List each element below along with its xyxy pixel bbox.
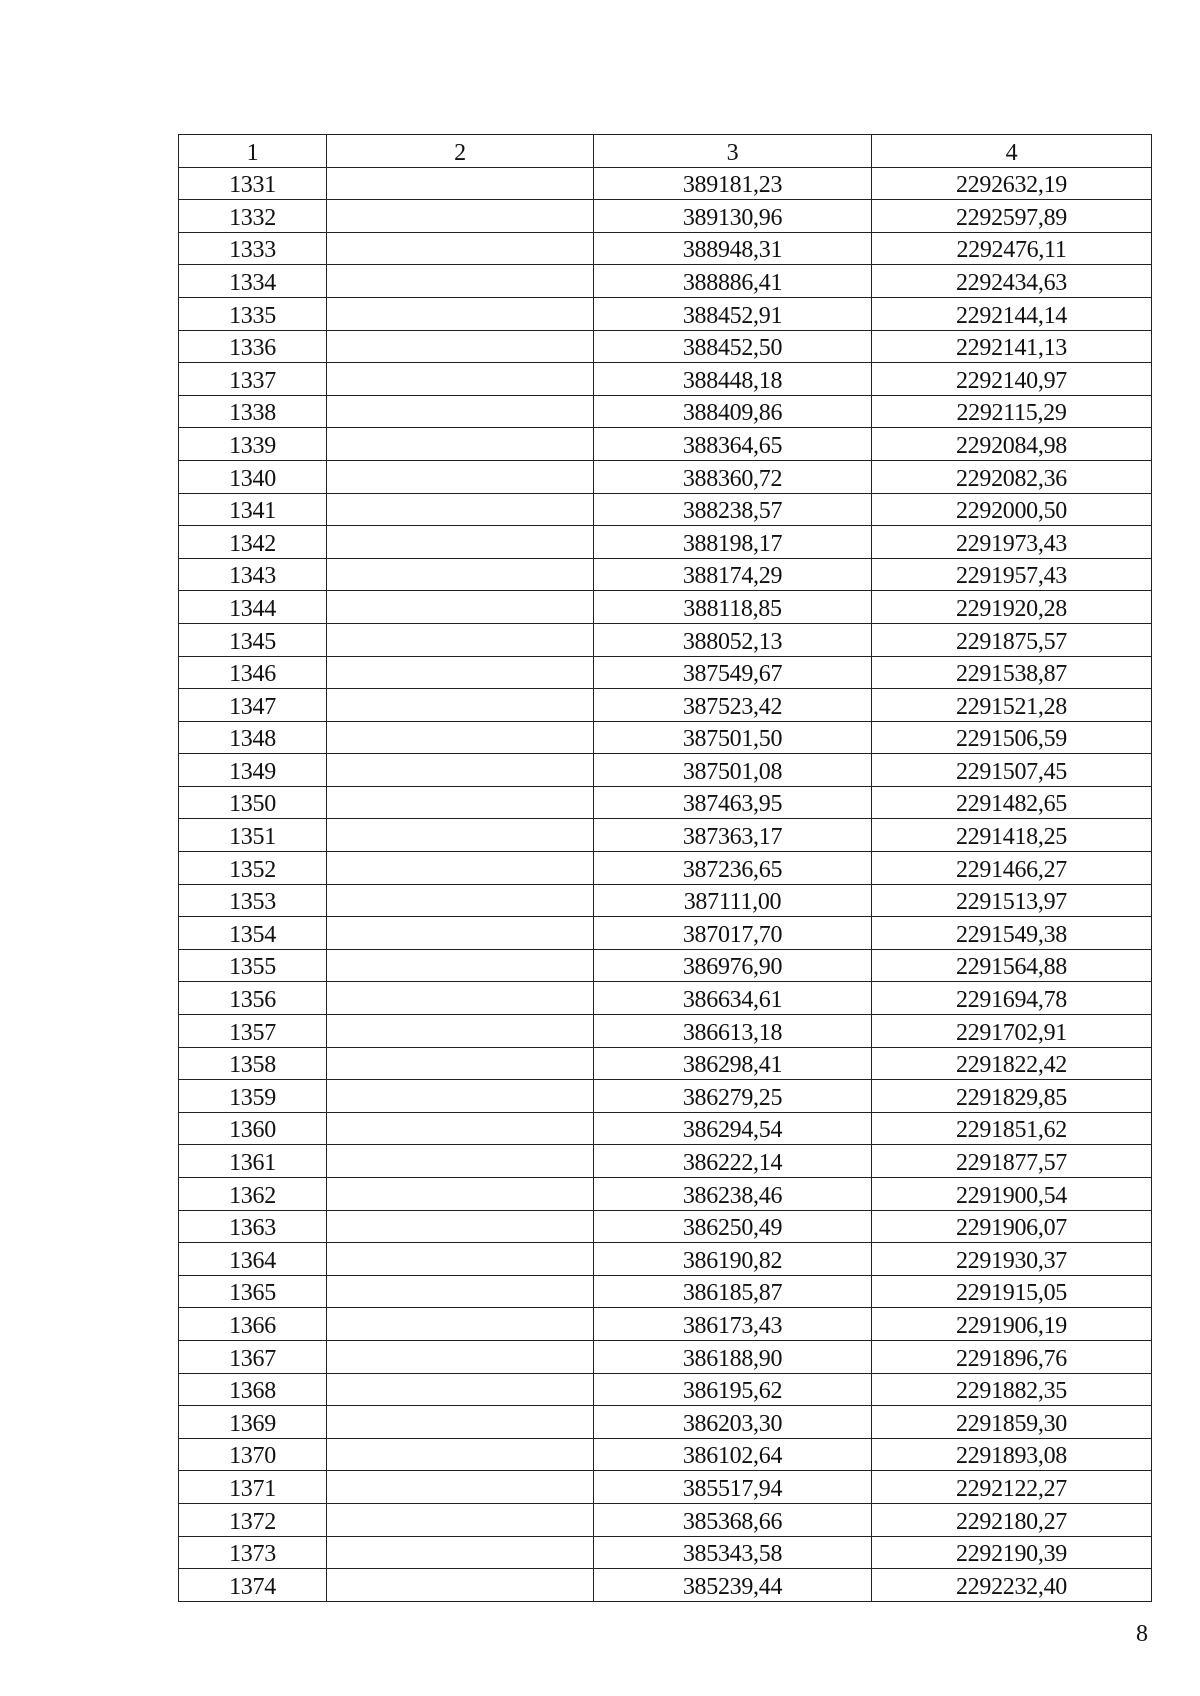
table-cell [327,1503,594,1536]
table-cell: 1353 [179,884,327,917]
table-cell [327,460,594,493]
table-cell: 2291920,28 [872,591,1152,624]
table-cell: 2292082,36 [872,460,1152,493]
table-cell: 1364 [179,1243,327,1276]
table-row [179,1438,1152,1471]
table-row [179,265,1152,298]
table-cell [327,689,594,722]
table-cell: 386173,43 [594,1308,872,1341]
table-cell: 385517,94 [594,1471,872,1504]
table-cell: 2291564,88 [872,949,1152,982]
table-cell: 1333 [179,232,327,265]
table-row [179,1373,1152,1406]
table-row [179,1536,1152,1569]
table-cell: 385368,66 [594,1503,872,1536]
table-cell: 386279,25 [594,1080,872,1113]
table-cell: 1361 [179,1145,327,1178]
table-cell: 1373 [179,1536,327,1569]
table-cell: 2291829,85 [872,1080,1152,1113]
table-cell: 1371 [179,1471,327,1504]
table-cell: 388198,17 [594,526,872,559]
table-cell: 2291896,76 [872,1340,1152,1373]
table-cell: 387501,50 [594,721,872,754]
table-cell: 2292084,98 [872,428,1152,461]
table-row [179,200,1152,233]
table-cell: 388364,65 [594,428,872,461]
table-cell: 2291893,08 [872,1438,1152,1471]
table-row [179,1503,1152,1536]
table-cell [327,1047,594,1080]
table-cell: 387501,08 [594,754,872,787]
table-cell: 2291822,42 [872,1047,1152,1080]
table-cell: 389181,23 [594,167,872,200]
table-cell: 388360,72 [594,460,872,493]
table-row [179,428,1152,461]
table-cell [327,1406,594,1439]
table-cell: 1365 [179,1275,327,1308]
table-cell: 2292144,14 [872,297,1152,330]
table-row [179,395,1152,428]
table-cell: 1363 [179,1210,327,1243]
table-cell: 2291702,91 [872,1015,1152,1048]
column-header: 1 [179,135,327,168]
table-cell [327,1471,594,1504]
table-row [179,330,1152,363]
table-row [179,1308,1152,1341]
table-cell: 2292434,63 [872,265,1152,298]
table-cell: 386634,61 [594,982,872,1015]
table-cell: 388452,50 [594,330,872,363]
table-cell [327,526,594,559]
table-cell [327,1275,594,1308]
table-cell [327,558,594,591]
table-cell: 1342 [179,526,327,559]
table-cell: 2292115,29 [872,395,1152,428]
table-cell [327,1015,594,1048]
table-cell: 386613,18 [594,1015,872,1048]
table-cell: 1362 [179,1178,327,1211]
table-cell [327,819,594,852]
table-cell: 1335 [179,297,327,330]
table-cell: 1367 [179,1340,327,1373]
table-cell: 388174,29 [594,558,872,591]
page-number: 8 [1136,1621,1148,1647]
table-row [179,1406,1152,1439]
table-cell: 2291694,78 [872,982,1152,1015]
table-cell [327,1308,594,1341]
table-row [179,1569,1152,1602]
table-cell: 1357 [179,1015,327,1048]
table-cell: 1344 [179,591,327,624]
table-row [179,982,1152,1015]
table-row [179,949,1152,982]
table-cell [327,297,594,330]
table-row [179,786,1152,819]
table-cell [327,1373,594,1406]
table-cell: 387523,42 [594,689,872,722]
table-cell: 388238,57 [594,493,872,526]
table-cell: 2292000,50 [872,493,1152,526]
table-cell [327,1210,594,1243]
table-cell: 1369 [179,1406,327,1439]
table-cell: 387363,17 [594,819,872,852]
table-cell: 387549,67 [594,656,872,689]
table-cell: 388118,85 [594,591,872,624]
table-row [179,656,1152,689]
table-cell: 1352 [179,852,327,885]
table-row [179,167,1152,200]
table-cell: 2292140,97 [872,363,1152,396]
table-cell: 1349 [179,754,327,787]
table-row [179,1243,1152,1276]
table-cell: 1356 [179,982,327,1015]
table-cell: 386203,30 [594,1406,872,1439]
table-cell [327,656,594,689]
table-cell [327,1112,594,1145]
table-row [179,1015,1152,1048]
table-cell: 2291973,43 [872,526,1152,559]
table-row [179,1340,1152,1373]
table-body [179,167,1152,1601]
table-cell: 2291466,27 [872,852,1152,885]
table-cell [327,1080,594,1113]
table-cell: 386250,49 [594,1210,872,1243]
table-cell: 388409,86 [594,395,872,428]
table-cell: 2291906,19 [872,1308,1152,1341]
table-cell [327,917,594,950]
table-row [179,1471,1152,1504]
table-cell: 386294,54 [594,1112,872,1145]
table-cell: 386238,46 [594,1178,872,1211]
table-cell: 2291875,57 [872,623,1152,656]
table-cell: 386976,90 [594,949,872,982]
table-cell: 1336 [179,330,327,363]
table-cell: 388448,18 [594,363,872,396]
table-cell: 1338 [179,395,327,428]
table-cell: 1347 [179,689,327,722]
table-cell [327,330,594,363]
table-cell: 1348 [179,721,327,754]
table-row [179,721,1152,754]
table-cell: 2291482,65 [872,786,1152,819]
table-cell: 2291851,62 [872,1112,1152,1145]
table-cell [327,1340,594,1373]
table-cell: 387236,65 [594,852,872,885]
table-row [179,232,1152,265]
table-row [179,591,1152,624]
table-row [179,852,1152,885]
table-cell [327,363,594,396]
table-row [179,1112,1152,1145]
table-cell: 1355 [179,949,327,982]
table-cell [327,591,594,624]
coordinates-table [178,134,1152,1602]
table-row [179,526,1152,559]
table-row [179,1275,1152,1308]
table-row [179,363,1152,396]
table-cell: 2292190,39 [872,1536,1152,1569]
table-row [179,1178,1152,1211]
table-cell [327,754,594,787]
table-cell: 2292141,13 [872,330,1152,363]
table-row [179,1080,1152,1113]
table-cell [327,982,594,1015]
table-row [179,558,1152,591]
table-cell: 2291506,59 [872,721,1152,754]
table-cell: 2291957,43 [872,558,1152,591]
table-row [179,297,1152,330]
table-cell: 1372 [179,1503,327,1536]
table-cell [327,1569,594,1602]
table-cell: 2291538,87 [872,656,1152,689]
table-cell: 2291549,38 [872,917,1152,950]
table-cell: 386298,41 [594,1047,872,1080]
table-cell [327,428,594,461]
table-row [179,819,1152,852]
table-cell: 2291906,07 [872,1210,1152,1243]
table-cell: 2292632,19 [872,167,1152,200]
table-cell: 1359 [179,1080,327,1113]
table-cell: 1360 [179,1112,327,1145]
table-cell [327,721,594,754]
table-cell [327,1145,594,1178]
table-cell: 385239,44 [594,1569,872,1602]
table-row [179,754,1152,787]
table-header-row [179,135,1152,168]
table-cell: 2292597,89 [872,200,1152,233]
table-cell [327,1178,594,1211]
table-cell: 2291877,57 [872,1145,1152,1178]
table-cell [327,265,594,298]
table-cell [327,200,594,233]
table-cell: 388948,31 [594,232,872,265]
table-cell: 1345 [179,623,327,656]
table-cell: 386195,62 [594,1373,872,1406]
table-cell [327,1438,594,1471]
table-cell: 1346 [179,656,327,689]
table-cell: 2291900,54 [872,1178,1152,1211]
table-cell: 1351 [179,819,327,852]
column-header: 4 [872,135,1152,168]
table-cell: 2292122,27 [872,1471,1152,1504]
table-cell: 2291859,30 [872,1406,1152,1439]
table-cell: 386102,64 [594,1438,872,1471]
table-cell [327,1243,594,1276]
table-cell: 1343 [179,558,327,591]
table-cell: 1334 [179,265,327,298]
table-cell: 1339 [179,428,327,461]
table-cell: 2291513,97 [872,884,1152,917]
table-row [179,493,1152,526]
table-cell [327,786,594,819]
table-cell: 385343,58 [594,1536,872,1569]
table-cell [327,1536,594,1569]
table-cell: 1341 [179,493,327,526]
table-cell: 1374 [179,1569,327,1602]
table-cell: 387111,00 [594,884,872,917]
table-row [179,689,1152,722]
table-cell: 2291507,45 [872,754,1152,787]
table-cell: 388886,41 [594,265,872,298]
table-cell: 1366 [179,1308,327,1341]
column-header: 2 [327,135,594,168]
table-cell: 386190,82 [594,1243,872,1276]
table-cell [327,949,594,982]
table-cell [327,852,594,885]
table-cell: 387017,70 [594,917,872,950]
table-cell: 2291418,25 [872,819,1152,852]
table-cell [327,167,594,200]
table-row [179,1047,1152,1080]
table-cell: 389130,96 [594,200,872,233]
table-cell: 386188,90 [594,1340,872,1373]
table-cell: 1368 [179,1373,327,1406]
table-cell: 2291930,37 [872,1243,1152,1276]
table-cell [327,232,594,265]
table-cell: 387463,95 [594,786,872,819]
table-cell: 388452,91 [594,297,872,330]
table-cell: 1332 [179,200,327,233]
table-cell [327,395,594,428]
table-cell: 1358 [179,1047,327,1080]
table-row [179,460,1152,493]
table-cell [327,623,594,656]
table-row [179,1145,1152,1178]
table-cell: 2292476,11 [872,232,1152,265]
table-cell: 386185,87 [594,1275,872,1308]
table-cell: 2292232,40 [872,1569,1152,1602]
table-cell: 1370 [179,1438,327,1471]
table-row [179,884,1152,917]
table-row [179,1210,1152,1243]
table-cell [327,493,594,526]
table-cell: 1350 [179,786,327,819]
table-cell: 2291882,35 [872,1373,1152,1406]
table-cell: 388052,13 [594,623,872,656]
table-cell: 1340 [179,460,327,493]
column-header: 3 [594,135,872,168]
table-cell: 2291915,05 [872,1275,1152,1308]
table-cell: 386222,14 [594,1145,872,1178]
table-cell: 1331 [179,167,327,200]
table-row [179,917,1152,950]
table-row [179,623,1152,656]
table-cell: 1337 [179,363,327,396]
table-cell [327,884,594,917]
table-cell: 2292180,27 [872,1503,1152,1536]
table-cell: 1354 [179,917,327,950]
table-cell: 2291521,28 [872,689,1152,722]
